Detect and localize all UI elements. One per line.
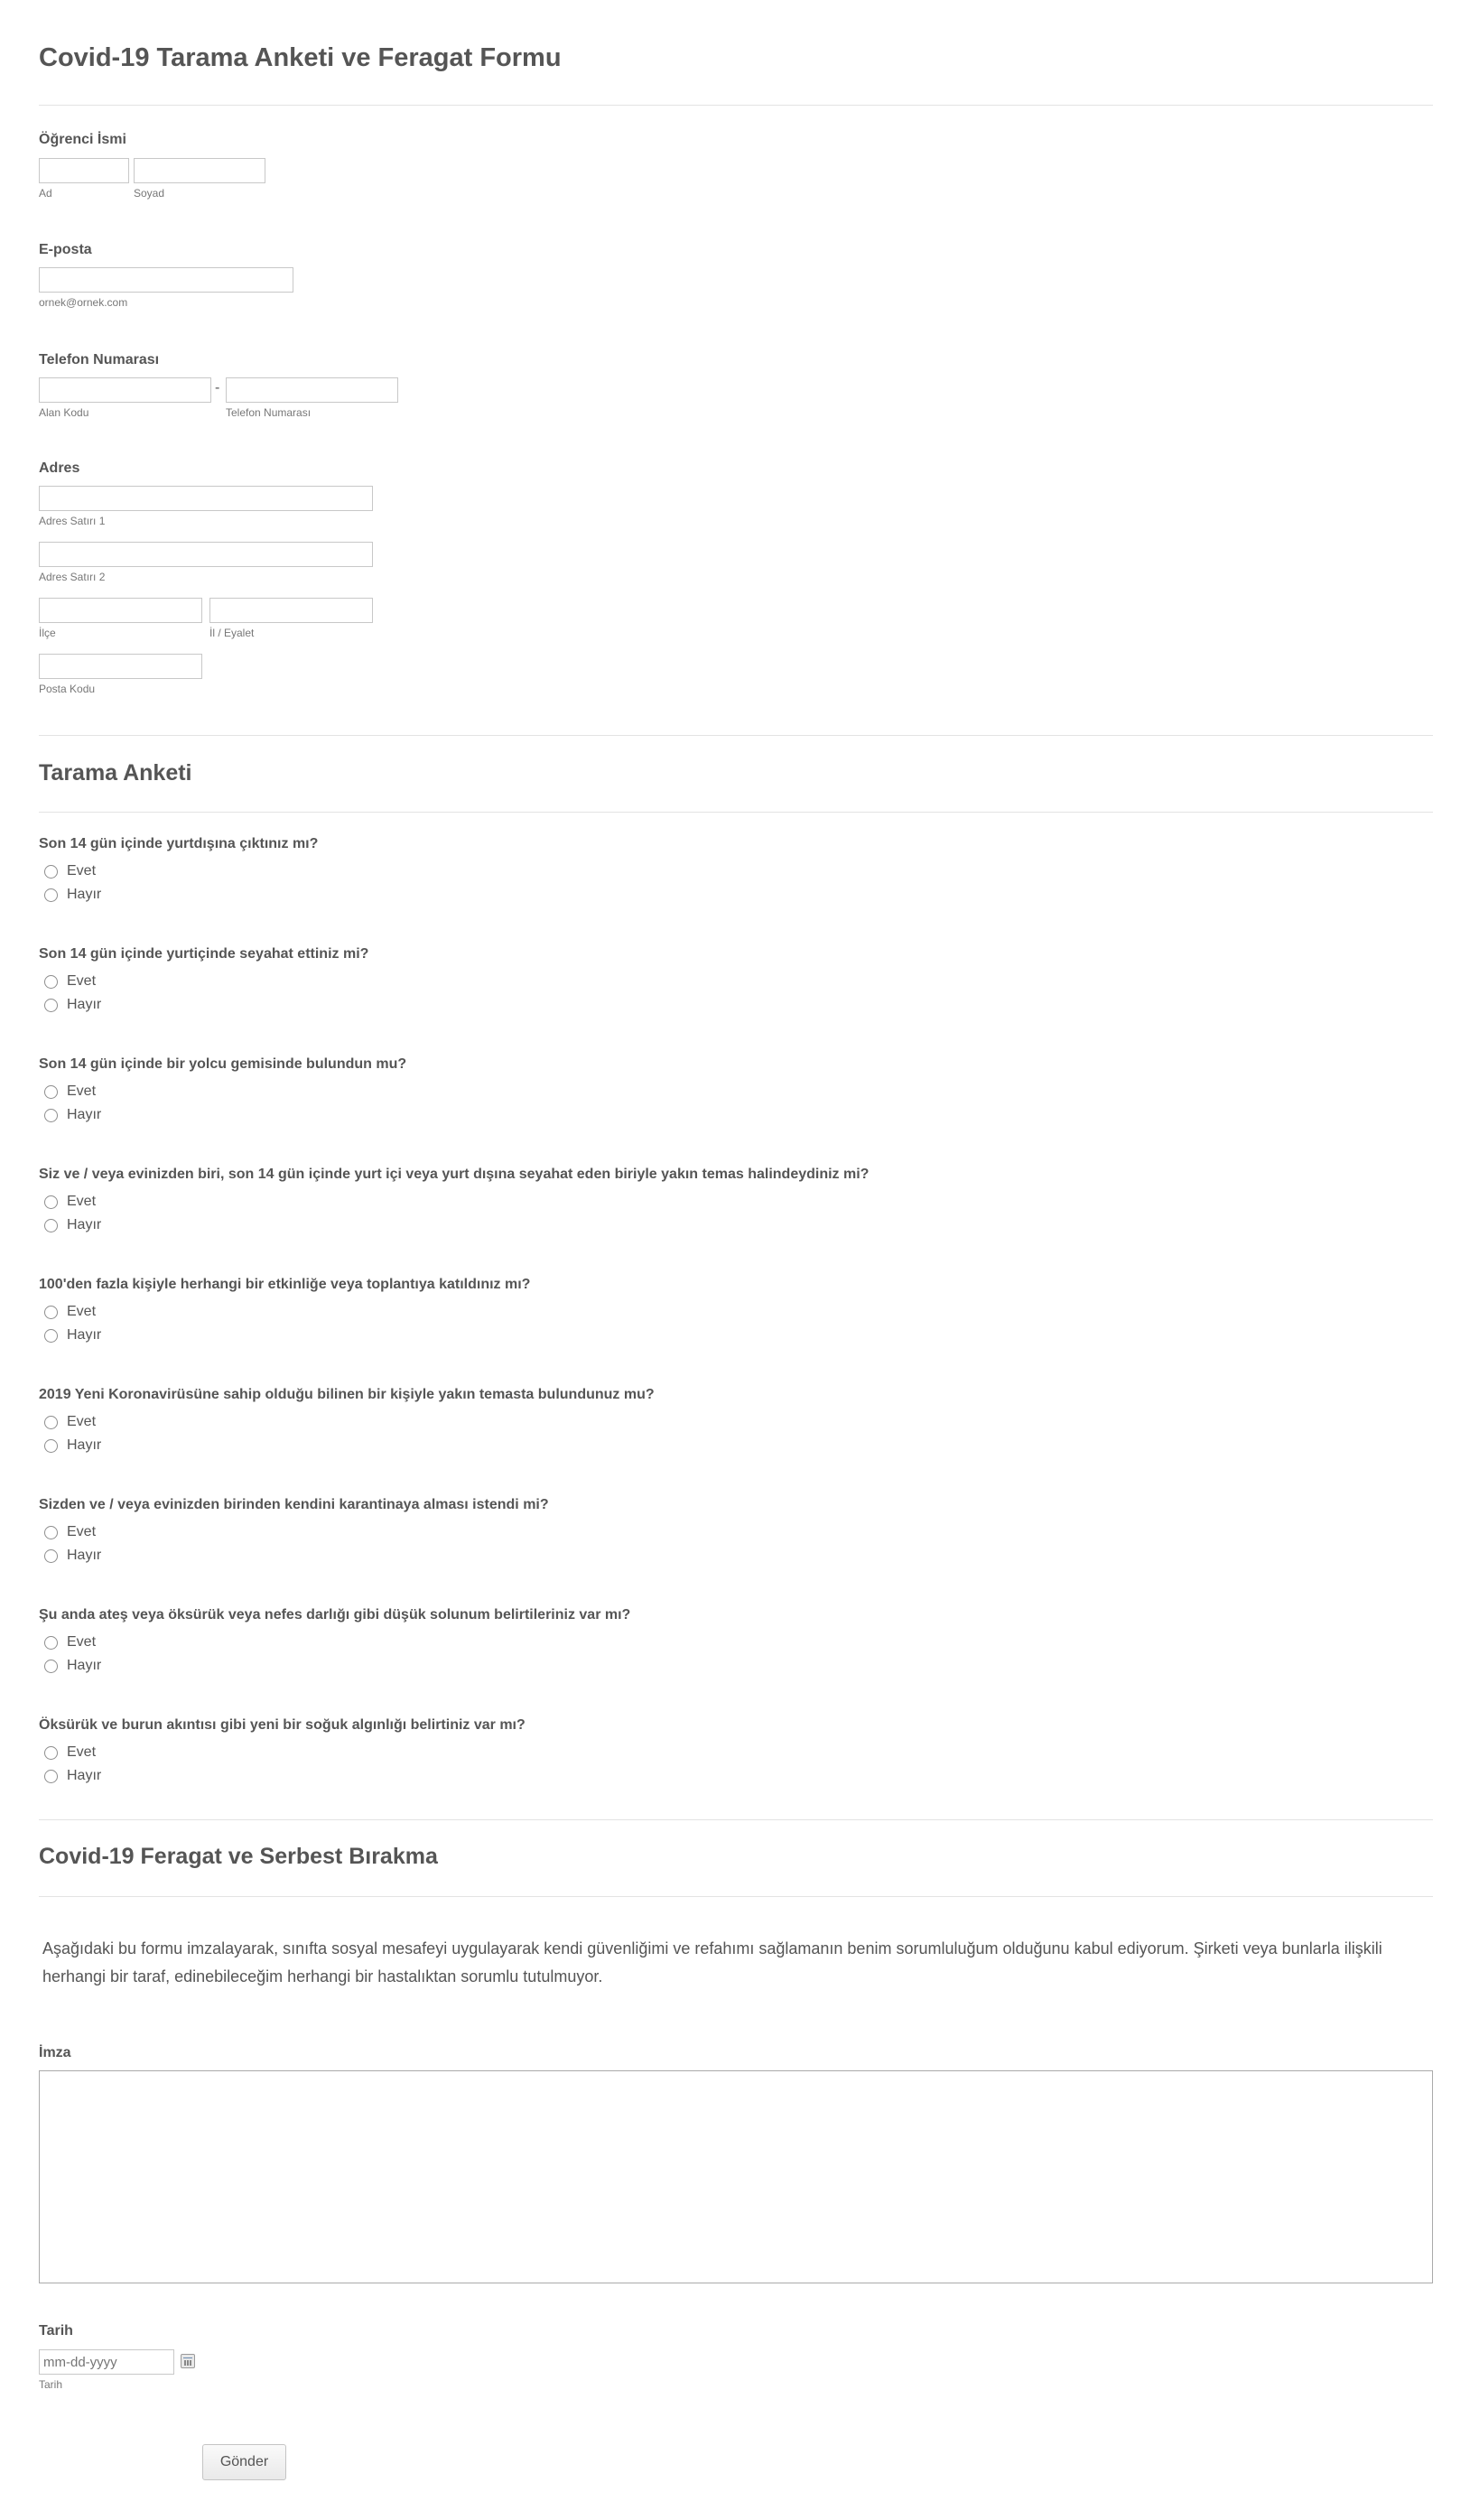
- option-yes[interactable]: [44, 1303, 96, 1321]
- option-label: Hayır: [67, 1437, 102, 1453]
- area-code-sublabel: Alan Kodu: [39, 406, 89, 419]
- last-name-sublabel: Soyad: [134, 187, 165, 200]
- option-yes[interactable]: [44, 1633, 96, 1651]
- option-label: Hayır: [67, 1327, 102, 1343]
- option-no[interactable]: [44, 1326, 101, 1344]
- option-yes[interactable]: [44, 1523, 96, 1541]
- option-no[interactable]: [44, 1767, 101, 1785]
- postal-code-input[interactable]: [39, 654, 202, 679]
- option-label: Evet: [67, 1194, 97, 1209]
- address-line2-sublabel: Adres Satırı 2: [39, 571, 106, 583]
- option-label: Evet: [67, 1083, 97, 1099]
- divider: [39, 1896, 1433, 1897]
- radio-no[interactable]: [44, 1549, 58, 1563]
- calendar-icon[interactable]: [181, 2354, 195, 2368]
- date-sublabel: Tarih: [39, 2378, 63, 2391]
- option-no[interactable]: [44, 1216, 101, 1234]
- option-label: Evet: [67, 1634, 97, 1650]
- survey-question: Sizden ve / veya evinizden birinden kendini karantinaya alması istendi mi?: [39, 1497, 549, 1512]
- option-yes[interactable]: [44, 862, 96, 880]
- option-label: Hayır: [67, 1768, 102, 1783]
- radio-yes[interactable]: [44, 1526, 58, 1539]
- submit-button[interactable]: Gönder: [202, 2444, 286, 2480]
- state-sublabel: İl / Eyalet: [209, 627, 255, 639]
- option-no[interactable]: [44, 996, 101, 1014]
- first-name-sublabel: Ad: [39, 187, 52, 200]
- option-no[interactable]: [44, 1547, 101, 1565]
- option-label: Evet: [67, 1744, 97, 1760]
- option-label: Evet: [67, 973, 97, 989]
- option-yes[interactable]: [44, 1193, 96, 1211]
- first-name-input[interactable]: [39, 158, 129, 183]
- option-yes[interactable]: [44, 1083, 96, 1101]
- option-label: Hayır: [67, 1217, 102, 1232]
- option-no[interactable]: [44, 1106, 101, 1124]
- option-label: Hayır: [67, 1658, 102, 1673]
- radio-yes[interactable]: [44, 1636, 58, 1650]
- address-line2-input[interactable]: [39, 542, 373, 567]
- signature-pad[interactable]: [39, 2070, 1433, 2283]
- option-label: Evet: [67, 863, 97, 879]
- student-name-label: Öğrenci İsmi: [39, 132, 126, 147]
- survey-question: Şu anda ateş veya öksürük veya nefes darlığı gibi düşük solunum belirtileriniz var mı?: [39, 1607, 631, 1623]
- phone-number-input[interactable]: [226, 377, 398, 403]
- option-yes[interactable]: [44, 1413, 96, 1431]
- survey-question: Öksürük ve burun akıntısı gibi yeni bir soğuk algınlığı belirtiniz var mı?: [39, 1717, 526, 1733]
- option-label: Evet: [67, 1524, 97, 1539]
- postal-code-sublabel: Posta Kodu: [39, 683, 96, 695]
- email-sublabel: ornek@ornek.com: [39, 296, 128, 309]
- radio-yes[interactable]: [44, 975, 58, 989]
- survey-question: 2019 Yeni Koronavirüsüne sahip olduğu bilinen bir kişiyle yakın temasta bulundunuz mu?: [39, 1387, 655, 1402]
- radio-yes[interactable]: [44, 1416, 58, 1429]
- divider: [39, 735, 1433, 736]
- phone-label: Telefon Numarası: [39, 352, 160, 367]
- radio-no[interactable]: [44, 1770, 58, 1783]
- radio-no[interactable]: [44, 999, 58, 1012]
- option-yes[interactable]: [44, 972, 96, 990]
- radio-yes[interactable]: [44, 1085, 58, 1099]
- survey-question: Son 14 gün içinde yurtdışına çıktınız mı?: [39, 836, 319, 851]
- signature-label: İmza: [39, 2045, 71, 2060]
- option-no[interactable]: [44, 1657, 101, 1675]
- survey-section-title: Tarama Anketi: [39, 760, 192, 786]
- divider: [39, 105, 1433, 106]
- address-line1-sublabel: Adres Satırı 1: [39, 515, 106, 527]
- phone-separator: -: [215, 380, 220, 395]
- survey-question: Son 14 gün içinde bir yolcu gemisinde bulundun mu?: [39, 1056, 407, 1072]
- district-input[interactable]: [39, 598, 202, 623]
- survey-question: Siz ve / veya evinizden biri, son 14 gün içinde yurt içi veya yurt dışına seyahat eden biriyle yakın temas halindeydiniz mi?: [39, 1167, 870, 1182]
- waiver-text: Aşağıdaki bu formu imzalayarak, sınıfta sosyal mesafeyi uygulayarak kendi güvenliğimi ve refahımı sağlamanın benim sorumluluğum olduğunu kabul ediyorum. Şirketi veya bunlarla ilişkili herhangi bir taraf, edinebileceğim herhangi bir hastalıktan sorumlu tutulmuyor.: [42, 1939, 1382, 1985]
- survey-question: 100'den fazla kişiyle herhangi bir etkinliğe veya toplantıya katıldınız mı?: [39, 1277, 531, 1292]
- form-title: Covid-19 Tarama Anketi ve Feragat Formu: [39, 43, 562, 72]
- divider: [39, 812, 1433, 813]
- radio-no[interactable]: [44, 1660, 58, 1673]
- option-label: Hayır: [67, 887, 102, 902]
- last-name-input[interactable]: [134, 158, 265, 183]
- phone-number-sublabel: Telefon Numarası: [226, 406, 312, 419]
- radio-no[interactable]: [44, 1439, 58, 1453]
- email-label: E-posta: [39, 242, 92, 257]
- radio-yes[interactable]: [44, 865, 58, 879]
- survey-question: Son 14 gün içinde yurtiçinde seyahat ettiniz mi?: [39, 946, 369, 962]
- radio-no[interactable]: [44, 888, 58, 902]
- radio-no[interactable]: [44, 1329, 58, 1343]
- option-label: Hayır: [67, 997, 102, 1012]
- date-input[interactable]: [39, 2349, 174, 2375]
- option-yes[interactable]: [44, 1744, 96, 1762]
- option-label: Hayır: [67, 1548, 102, 1563]
- option-label: Evet: [67, 1304, 97, 1319]
- option-no[interactable]: [44, 1437, 101, 1455]
- option-no[interactable]: [44, 886, 101, 904]
- email-input[interactable]: [39, 267, 293, 293]
- district-sublabel: İlçe: [39, 627, 56, 639]
- radio-no[interactable]: [44, 1109, 58, 1122]
- radio-yes[interactable]: [44, 1195, 58, 1209]
- radio-no[interactable]: [44, 1219, 58, 1232]
- radio-yes[interactable]: [44, 1306, 58, 1319]
- option-label: Hayır: [67, 1107, 102, 1122]
- radio-yes[interactable]: [44, 1746, 58, 1760]
- option-label: Evet: [67, 1414, 97, 1429]
- address-line1-input[interactable]: [39, 486, 373, 511]
- waiver-section-title: Covid-19 Feragat ve Serbest Bırakma: [39, 1844, 438, 1869]
- date-label: Tarih: [39, 2323, 73, 2339]
- divider: [39, 1819, 1433, 1820]
- state-input[interactable]: [209, 598, 373, 623]
- address-label: Adres: [39, 460, 80, 476]
- area-code-input[interactable]: [39, 377, 211, 403]
